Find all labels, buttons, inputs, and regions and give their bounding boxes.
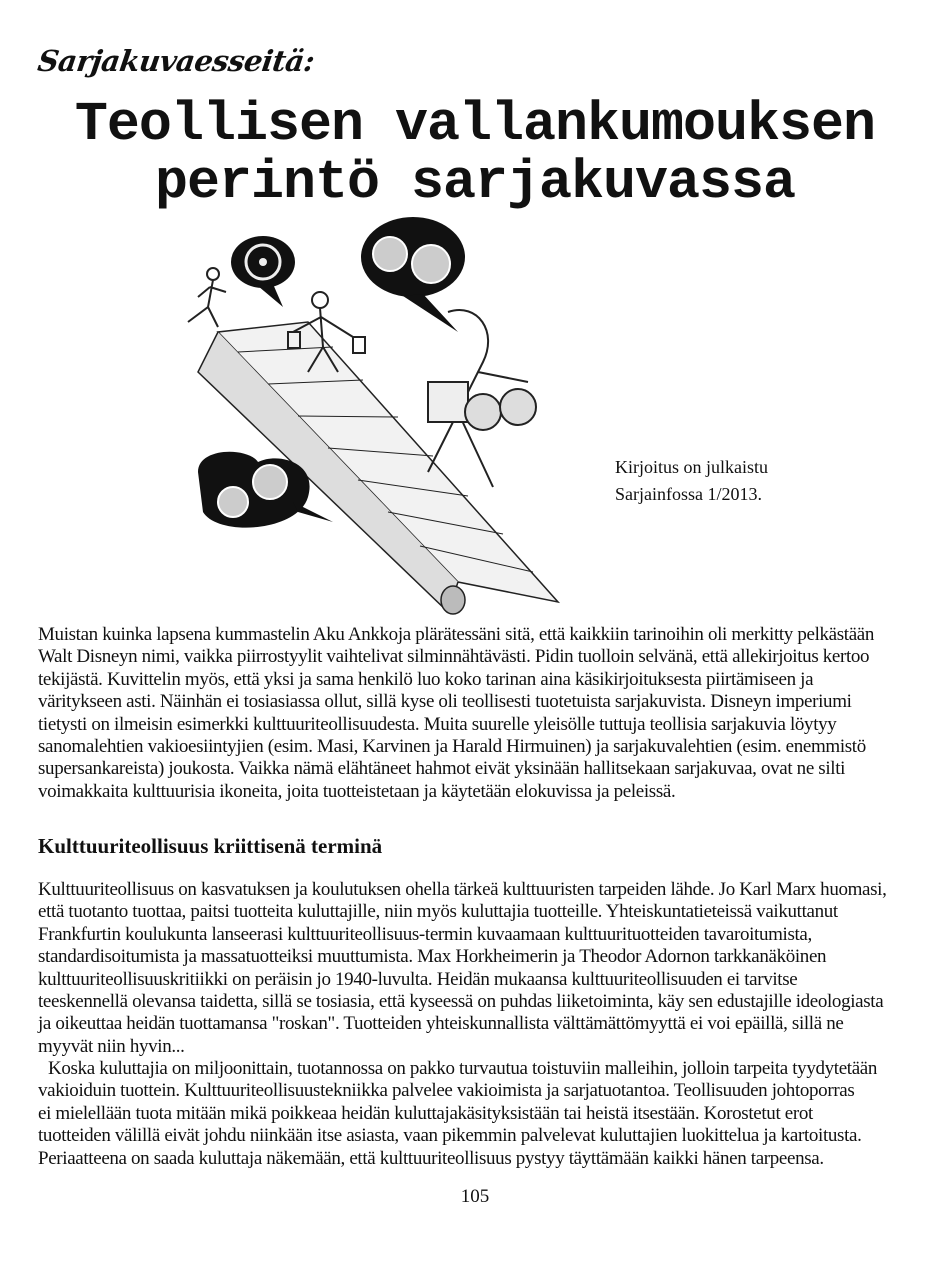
text-line: myyvät niin hyvin... (38, 1035, 185, 1057)
article-title (0, 93, 950, 214)
text-line: Walt Disneyn nimi, vaikka piirrostyylit vaihtelivat silminnähtävästi. Pidin tuolloin selvänä, että allekirjoitus kertoo (38, 646, 870, 668)
text-line: voimakkaita kulttuurisia ikoneita, joita tuotteistetaan ja käytetään elokuvissa ja peleissä. (38, 780, 676, 802)
paragraph-culture-industry (38, 879, 887, 1058)
speech-bubble-gears-top (361, 217, 465, 332)
text-line: Koska kuluttajia on miljoonittain, tuotannossa on pakko turvautua toistuviin malleihin, jolloin tarpeita tyydytetään (48, 1058, 878, 1079)
title-line: perintö sarjakuvassa (154, 151, 796, 214)
text-line: tekijästä. Kuvittelin myös, että yksi ja sama henkilö luo koko tarinan aina käsikirjoituksesta piirtämiseen ja (38, 668, 814, 690)
text-line: vakioiduin tuottein. Kulttuuriteollisuustekniikka palvelee vakioimista ja sarjatuotantoa. Teollisuuden johtoporras (38, 1080, 855, 1102)
title-line: Teollisen vallankumouksen (74, 93, 876, 156)
page-number: 105 (460, 1186, 490, 1207)
caption-line: Kirjoitus on julkaistu (615, 457, 768, 477)
text-line: tietysti on ilmeisin esimerkki kulttuuriteollisuudesta. Muita suurelle yleisölle tuttuja teollisia sarjakuvia löytyy (38, 713, 837, 735)
text-line: Periaatteena on saada kuluttaja näkemään, että kulttuuriteollisuus pystyy täyttämään kaikki hänen tarpeensa. (38, 1147, 824, 1169)
text-line: sanomalehtien vakioesiintyjien (esim. Masi, Karvinen ja Harald Hirmuinen) ja sarjakuvalehtien (esim. enemmistö (38, 736, 866, 758)
text-line: Muistan kuinka lapsena kummastelin Aku Ankkoja plärätessäni sitä, että kaikkiin tarinoihin oli merkitty pelkästään (38, 624, 875, 645)
publication-note (615, 454, 768, 508)
text-line: Kulttuuriteollisuus on kasvatuksen ja koulutuksen ohella tärkeä kulttuuristen tarpeiden lähde. Jo Karl Marx huomasi, (38, 879, 887, 900)
text-line: ja oikeuttaa heidän tuottamansa "roskan". Tuotteiden yhteiskunnallista välttämättömyyttä ei voi epäillä, sillä ne (38, 1013, 844, 1035)
paragraph-mass-production (38, 1058, 877, 1170)
text-line: ei mielellään tuota mitään mikä poikkeaa heidän kuluttajakäsityksistään tai heistä itsestään. Korostetut erot (38, 1102, 813, 1124)
text-line: Frankfurtin koulukunta lanseerasi kulttuuriteollisuus-termin kuvaamaan kulttuurituotteiden tavaroitumista, (38, 923, 812, 945)
text-line: väritykseen asti. Näinhän ei tosiasiassa ollut, sillä kyse oli teollisesti tuotetuista sarjakuvista. Disneyn imperiumi (38, 691, 852, 713)
speech-bubble-wheel (231, 236, 295, 307)
illustration-conveyor-belt (158, 212, 608, 620)
text-line: tuotteiden välillä eivät johdu niinkään itse asiasta, vaan pikemmin palvelevat kuluttajien luokittelua ja kartoitusta. (38, 1125, 862, 1147)
section-heading: Kulttuuriteollisuus kriittisenä terminä (38, 834, 383, 858)
text-line: kulttuuriteollisuuskritiikki on peräisin jo 1940-luvulta. Heidän mukaansa kulttuuriteollisuuden ei tarvitse (38, 968, 798, 990)
text-line: teeskennellä olevansa taidetta, sillä se tosiasia, että kyseessä on puhdas liiketoiminta, käy sen edustajille ideologiasta (38, 991, 884, 1013)
text-line: että tuotanto tuottaa, paitsi tuotteita kuluttajille, niin myös kuluttajia tuotteille. Yhteiskuntatieteissä vaikuttanut (38, 901, 838, 923)
section-kicker: Sarjakuvaesseitä: (35, 44, 317, 78)
text-line: supersankareista) joukosta. Vaikka nämä elähtäneet hahmot eivät yksinään hallitsekaan sarjakuvaa, ovat ne silti (38, 758, 846, 780)
caption-line: Sarjainfossa 1/2013. (615, 484, 762, 504)
text-line: standardisoitumista ja massatuotteiksi muuttumista. Max Horkheimerin ja Theodor Adornon tarkkanäköinen (38, 946, 827, 968)
paragraph-intro (38, 624, 874, 803)
